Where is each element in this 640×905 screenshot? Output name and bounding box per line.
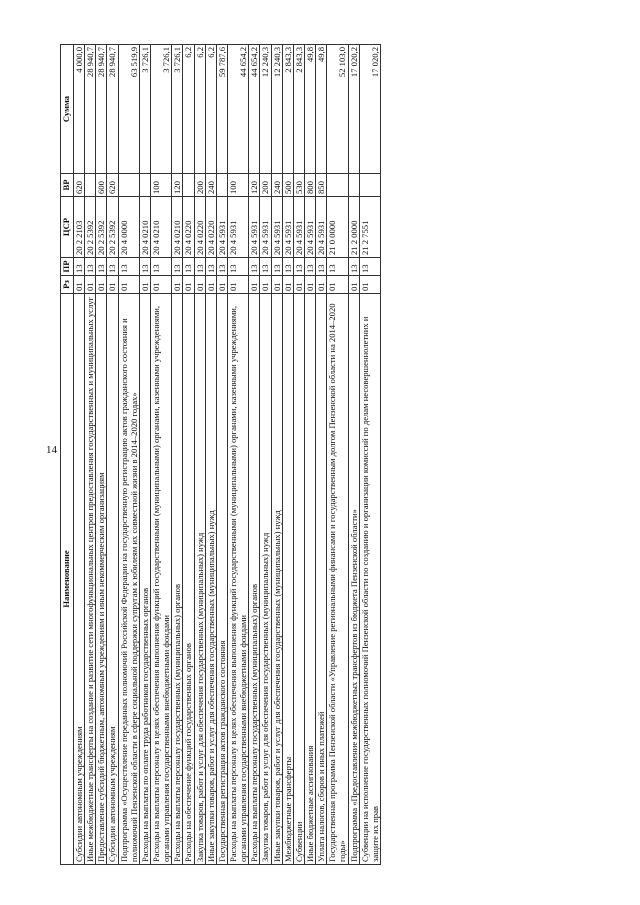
cell-csr: 20 4 0000 bbox=[118, 197, 139, 258]
cell-csr: 20 4 0210 bbox=[139, 197, 150, 258]
cell-name: Субвенции на исполнение государственных полномочий Пензенской области по созданию и организации комиссий по делам несовершеннолетних и защите их прав bbox=[359, 294, 380, 865]
cell-name: Субвенции bbox=[293, 294, 304, 865]
table-row bbox=[260, 45, 271, 865]
table-row bbox=[172, 45, 183, 865]
cell-rz: 01 bbox=[327, 276, 348, 294]
cell-sum: 6,2 bbox=[205, 45, 216, 174]
cell-csr: 20 4 0220 bbox=[183, 197, 194, 258]
cell-rz: 01 bbox=[316, 276, 327, 294]
cell-sum: 28 940,7 bbox=[107, 45, 118, 174]
cell-vr bbox=[139, 174, 150, 197]
cell-name: Закупка товаров, работ и услуг для обеспечения государственных (муниципальных) нужд bbox=[260, 294, 271, 865]
cell-sum: 2 843,3 bbox=[293, 45, 304, 174]
cell-rz: 01 bbox=[293, 276, 304, 294]
cell-rz: 01 bbox=[359, 276, 380, 294]
cell-pr: 13 bbox=[227, 258, 248, 276]
table-row bbox=[327, 45, 348, 865]
table-row bbox=[359, 45, 380, 865]
table-row bbox=[293, 45, 304, 865]
cell-rz: 01 bbox=[118, 276, 139, 294]
cell-vr bbox=[183, 174, 194, 197]
cell-sum: 3 726,1 bbox=[150, 45, 171, 174]
table-row bbox=[150, 45, 171, 865]
cell-sum: 2 843,3 bbox=[282, 45, 293, 174]
cell-pr: 13 bbox=[107, 258, 118, 276]
cell-vr: 500 bbox=[282, 174, 293, 197]
table-row bbox=[304, 45, 315, 865]
cell-name: Расходы на обеспечение функций государственных органов bbox=[183, 294, 194, 865]
cell-name: Государственная регистрация актов гражданского состояния bbox=[216, 294, 227, 865]
cell-name: Расходы на выплаты по оплате труда работников государственных органов bbox=[139, 294, 150, 865]
cell-pr: 13 bbox=[172, 258, 183, 276]
table-row bbox=[74, 45, 85, 865]
cell-rz: 01 bbox=[139, 276, 150, 294]
cell-sum: 49,8 bbox=[316, 45, 327, 174]
cell-vr bbox=[348, 174, 359, 197]
cell-rz: 01 bbox=[260, 276, 271, 294]
cell-sum: 3 726,1 bbox=[139, 45, 150, 174]
cell-rz: 01 bbox=[205, 276, 216, 294]
cell-sum: 3 726,1 bbox=[172, 45, 183, 174]
budget-table bbox=[60, 44, 381, 865]
cell-sum: 12 240,3 bbox=[260, 45, 271, 174]
cell-pr: 13 bbox=[194, 258, 205, 276]
cell-name: Иные закупки товаров, работ и услуг для обеспечения государственных (муниципальных) нужд bbox=[271, 294, 282, 865]
rotated-table-container bbox=[60, 45, 579, 865]
cell-pr: 13 bbox=[96, 258, 107, 276]
cell-vr: 620 bbox=[107, 174, 118, 197]
header-vr: ВР bbox=[61, 174, 74, 197]
cell-sum: 6,2 bbox=[194, 45, 205, 174]
cell-pr: 13 bbox=[348, 258, 359, 276]
table-row bbox=[183, 45, 194, 865]
cell-rz: 01 bbox=[227, 276, 248, 294]
cell-csr: 20 2 5392 bbox=[96, 197, 107, 258]
cell-pr: 13 bbox=[304, 258, 315, 276]
cell-name: Расходы на выплаты персоналу в целях обеспечения выполнения функций государственными (муниципальными) органами, казенными учреждениями, органами управления государственными внебюджетными фондами bbox=[227, 294, 248, 865]
cell-name: Уплата налогов, сборов и иных платежей bbox=[316, 294, 327, 865]
cell-sum: 52 103,0 bbox=[327, 45, 348, 174]
cell-rz: 01 bbox=[216, 276, 227, 294]
cell-name: Предоставление субсидий бюджетным, автономным учреждениям и иным некоммерческим организациям bbox=[96, 294, 107, 865]
cell-sum: 28 940,7 bbox=[85, 45, 96, 174]
cell-sum: 4 000,0 bbox=[74, 45, 85, 174]
cell-pr: 13 bbox=[359, 258, 380, 276]
cell-csr: 20 2 2103 bbox=[74, 197, 85, 258]
cell-vr: 100 bbox=[227, 174, 248, 197]
cell-csr: 20 2 5392 bbox=[85, 197, 96, 258]
header-pr: ПР bbox=[61, 258, 74, 276]
cell-name: Расходы на выплаты персоналу в целях обеспечения выполнения функций государственными (муниципальными) органами, казенными учреждениями, органами управления государственными внебюджетными фондами bbox=[150, 294, 171, 865]
cell-vr: 600 bbox=[96, 174, 107, 197]
cell-rz: 01 bbox=[249, 276, 260, 294]
cell-pr: 13 bbox=[293, 258, 304, 276]
cell-name: Иные межбюджетные трансферты на создание и развитие сети многофункциональных центров предоставления государственных и муниципальных услуг bbox=[85, 294, 96, 865]
cell-sum: 44 654,2 bbox=[249, 45, 260, 174]
cell-pr: 13 bbox=[205, 258, 216, 276]
cell-sum: 44 654,2 bbox=[227, 45, 248, 174]
cell-name: Иные бюджетные ассигнования bbox=[304, 294, 315, 865]
cell-name: Расходы на выплаты персоналу государственных (муниципальных) органов bbox=[249, 294, 260, 865]
cell-name: Расходы на выплаты персоналу государственных (муниципальных) органов bbox=[172, 294, 183, 865]
cell-name: Межбюджетные трансферты bbox=[282, 294, 293, 865]
cell-name: Подпрограмма «Предоставление межбюджетных трансфертов из бюджета Пензенской области» bbox=[348, 294, 359, 865]
cell-vr: 800 bbox=[304, 174, 315, 197]
cell-csr: 20 4 0220 bbox=[205, 197, 216, 258]
cell-vr: 240 bbox=[205, 174, 216, 197]
cell-name: Субсидии автономным учреждениям bbox=[107, 294, 118, 865]
cell-pr: 13 bbox=[118, 258, 139, 276]
cell-csr: 20 4 5931 bbox=[249, 197, 260, 258]
cell-vr bbox=[359, 174, 380, 197]
cell-rz: 01 bbox=[348, 276, 359, 294]
header-name: Наименование bbox=[61, 294, 74, 865]
table-row bbox=[282, 45, 293, 865]
table-header-row bbox=[61, 45, 74, 865]
cell-csr: 20 4 5931 bbox=[271, 197, 282, 258]
cell-sum: 63 519,9 bbox=[118, 45, 139, 174]
table-row bbox=[96, 45, 107, 865]
page-number: 14 bbox=[46, 444, 57, 456]
cell-rz: 01 bbox=[96, 276, 107, 294]
cell-csr: 21 0 0000 bbox=[327, 197, 348, 258]
cell-pr: 13 bbox=[74, 258, 85, 276]
cell-vr bbox=[216, 174, 227, 197]
table-row bbox=[316, 45, 327, 865]
cell-csr: 20 4 5931 bbox=[227, 197, 248, 258]
cell-csr: 20 4 5931 bbox=[316, 197, 327, 258]
table-row bbox=[118, 45, 139, 865]
cell-vr: 120 bbox=[249, 174, 260, 197]
cell-rz: 01 bbox=[271, 276, 282, 294]
cell-csr: 20 4 0220 bbox=[194, 197, 205, 258]
cell-pr: 13 bbox=[327, 258, 348, 276]
cell-rz: 01 bbox=[282, 276, 293, 294]
cell-rz: 01 bbox=[85, 276, 96, 294]
cell-name: Субсидии автономным учреждениям bbox=[74, 294, 85, 865]
cell-csr: 20 4 0210 bbox=[150, 197, 171, 258]
cell-csr: 20 2 5392 bbox=[107, 197, 118, 258]
table-row bbox=[194, 45, 205, 865]
cell-vr: 100 bbox=[150, 174, 171, 197]
cell-pr: 13 bbox=[85, 258, 96, 276]
table-row bbox=[227, 45, 248, 865]
cell-csr: 21 2 7551 bbox=[359, 197, 380, 258]
cell-rz: 01 bbox=[304, 276, 315, 294]
cell-csr: 20 4 5931 bbox=[260, 197, 271, 258]
cell-name: Иные закупки товаров, работ и услуг для обеспечения государственных (муниципальных) нужд bbox=[205, 294, 216, 865]
cell-csr: 21 2 0000 bbox=[348, 197, 359, 258]
landscape-page bbox=[60, 45, 579, 865]
header-rz: Рз bbox=[61, 276, 74, 294]
cell-pr: 13 bbox=[249, 258, 260, 276]
cell-csr: 20 4 5931 bbox=[293, 197, 304, 258]
cell-rz: 01 bbox=[194, 276, 205, 294]
cell-vr: 200 bbox=[194, 174, 205, 197]
cell-vr: 120 bbox=[172, 174, 183, 197]
table-row bbox=[216, 45, 227, 865]
table-row bbox=[85, 45, 96, 865]
cell-pr: 13 bbox=[139, 258, 150, 276]
table-row bbox=[249, 45, 260, 865]
cell-rz: 01 bbox=[107, 276, 118, 294]
cell-vr: 620 bbox=[74, 174, 85, 197]
cell-pr: 13 bbox=[216, 258, 227, 276]
cell-name: Закупка товаров, работ и услуг для обеспечения государственных (муниципальных) нужд bbox=[194, 294, 205, 865]
table-body bbox=[74, 45, 381, 865]
cell-csr: 20 4 0210 bbox=[172, 197, 183, 258]
table-row bbox=[348, 45, 359, 865]
cell-pr: 13 bbox=[150, 258, 171, 276]
cell-vr: 850 bbox=[316, 174, 327, 197]
cell-rz: 01 bbox=[172, 276, 183, 294]
header-sum: Сумма bbox=[61, 45, 74, 174]
table-row bbox=[205, 45, 216, 865]
cell-pr: 13 bbox=[260, 258, 271, 276]
cell-sum: 17 020,2 bbox=[348, 45, 359, 174]
cell-csr: 20 4 5931 bbox=[216, 197, 227, 258]
cell-rz: 01 bbox=[183, 276, 194, 294]
table-row bbox=[107, 45, 118, 865]
cell-vr: 200 bbox=[260, 174, 271, 197]
cell-vr bbox=[85, 174, 96, 197]
cell-pr: 13 bbox=[316, 258, 327, 276]
cell-name: Государственная программа Пензенской области «Управление региональными финансами и государственным долгом Пензенской области на 2014–2020 годы» bbox=[327, 294, 348, 865]
cell-rz: 01 bbox=[150, 276, 171, 294]
cell-rz: 01 bbox=[74, 276, 85, 294]
cell-pr: 13 bbox=[183, 258, 194, 276]
cell-sum: 12 240,3 bbox=[271, 45, 282, 174]
cell-vr bbox=[118, 174, 139, 197]
cell-csr: 20 4 5931 bbox=[282, 197, 293, 258]
cell-csr: 20 4 5931 bbox=[304, 197, 315, 258]
cell-sum: 59 787,6 bbox=[216, 45, 227, 174]
cell-sum: 17 020,2 bbox=[359, 45, 380, 174]
cell-vr: 240 bbox=[271, 174, 282, 197]
cell-sum: 49,8 bbox=[304, 45, 315, 174]
cell-sum: 6,2 bbox=[183, 45, 194, 174]
cell-sum: 28 940,7 bbox=[96, 45, 107, 174]
cell-vr bbox=[327, 174, 348, 197]
table-row bbox=[271, 45, 282, 865]
cell-vr: 530 bbox=[293, 174, 304, 197]
cell-pr: 13 bbox=[282, 258, 293, 276]
cell-pr: 13 bbox=[271, 258, 282, 276]
header-csr: ЦСР bbox=[61, 197, 74, 258]
cell-name: Подпрограмма «Осуществление переданных полномочий Российской Федерации на государственную регистрацию актов гражданского состояния и полномочий Пензенской области в сфере социальной поддержки супругам к юбилеям их совместной жизни в 2014–2020 годах» bbox=[118, 294, 139, 865]
table-row bbox=[139, 45, 150, 865]
